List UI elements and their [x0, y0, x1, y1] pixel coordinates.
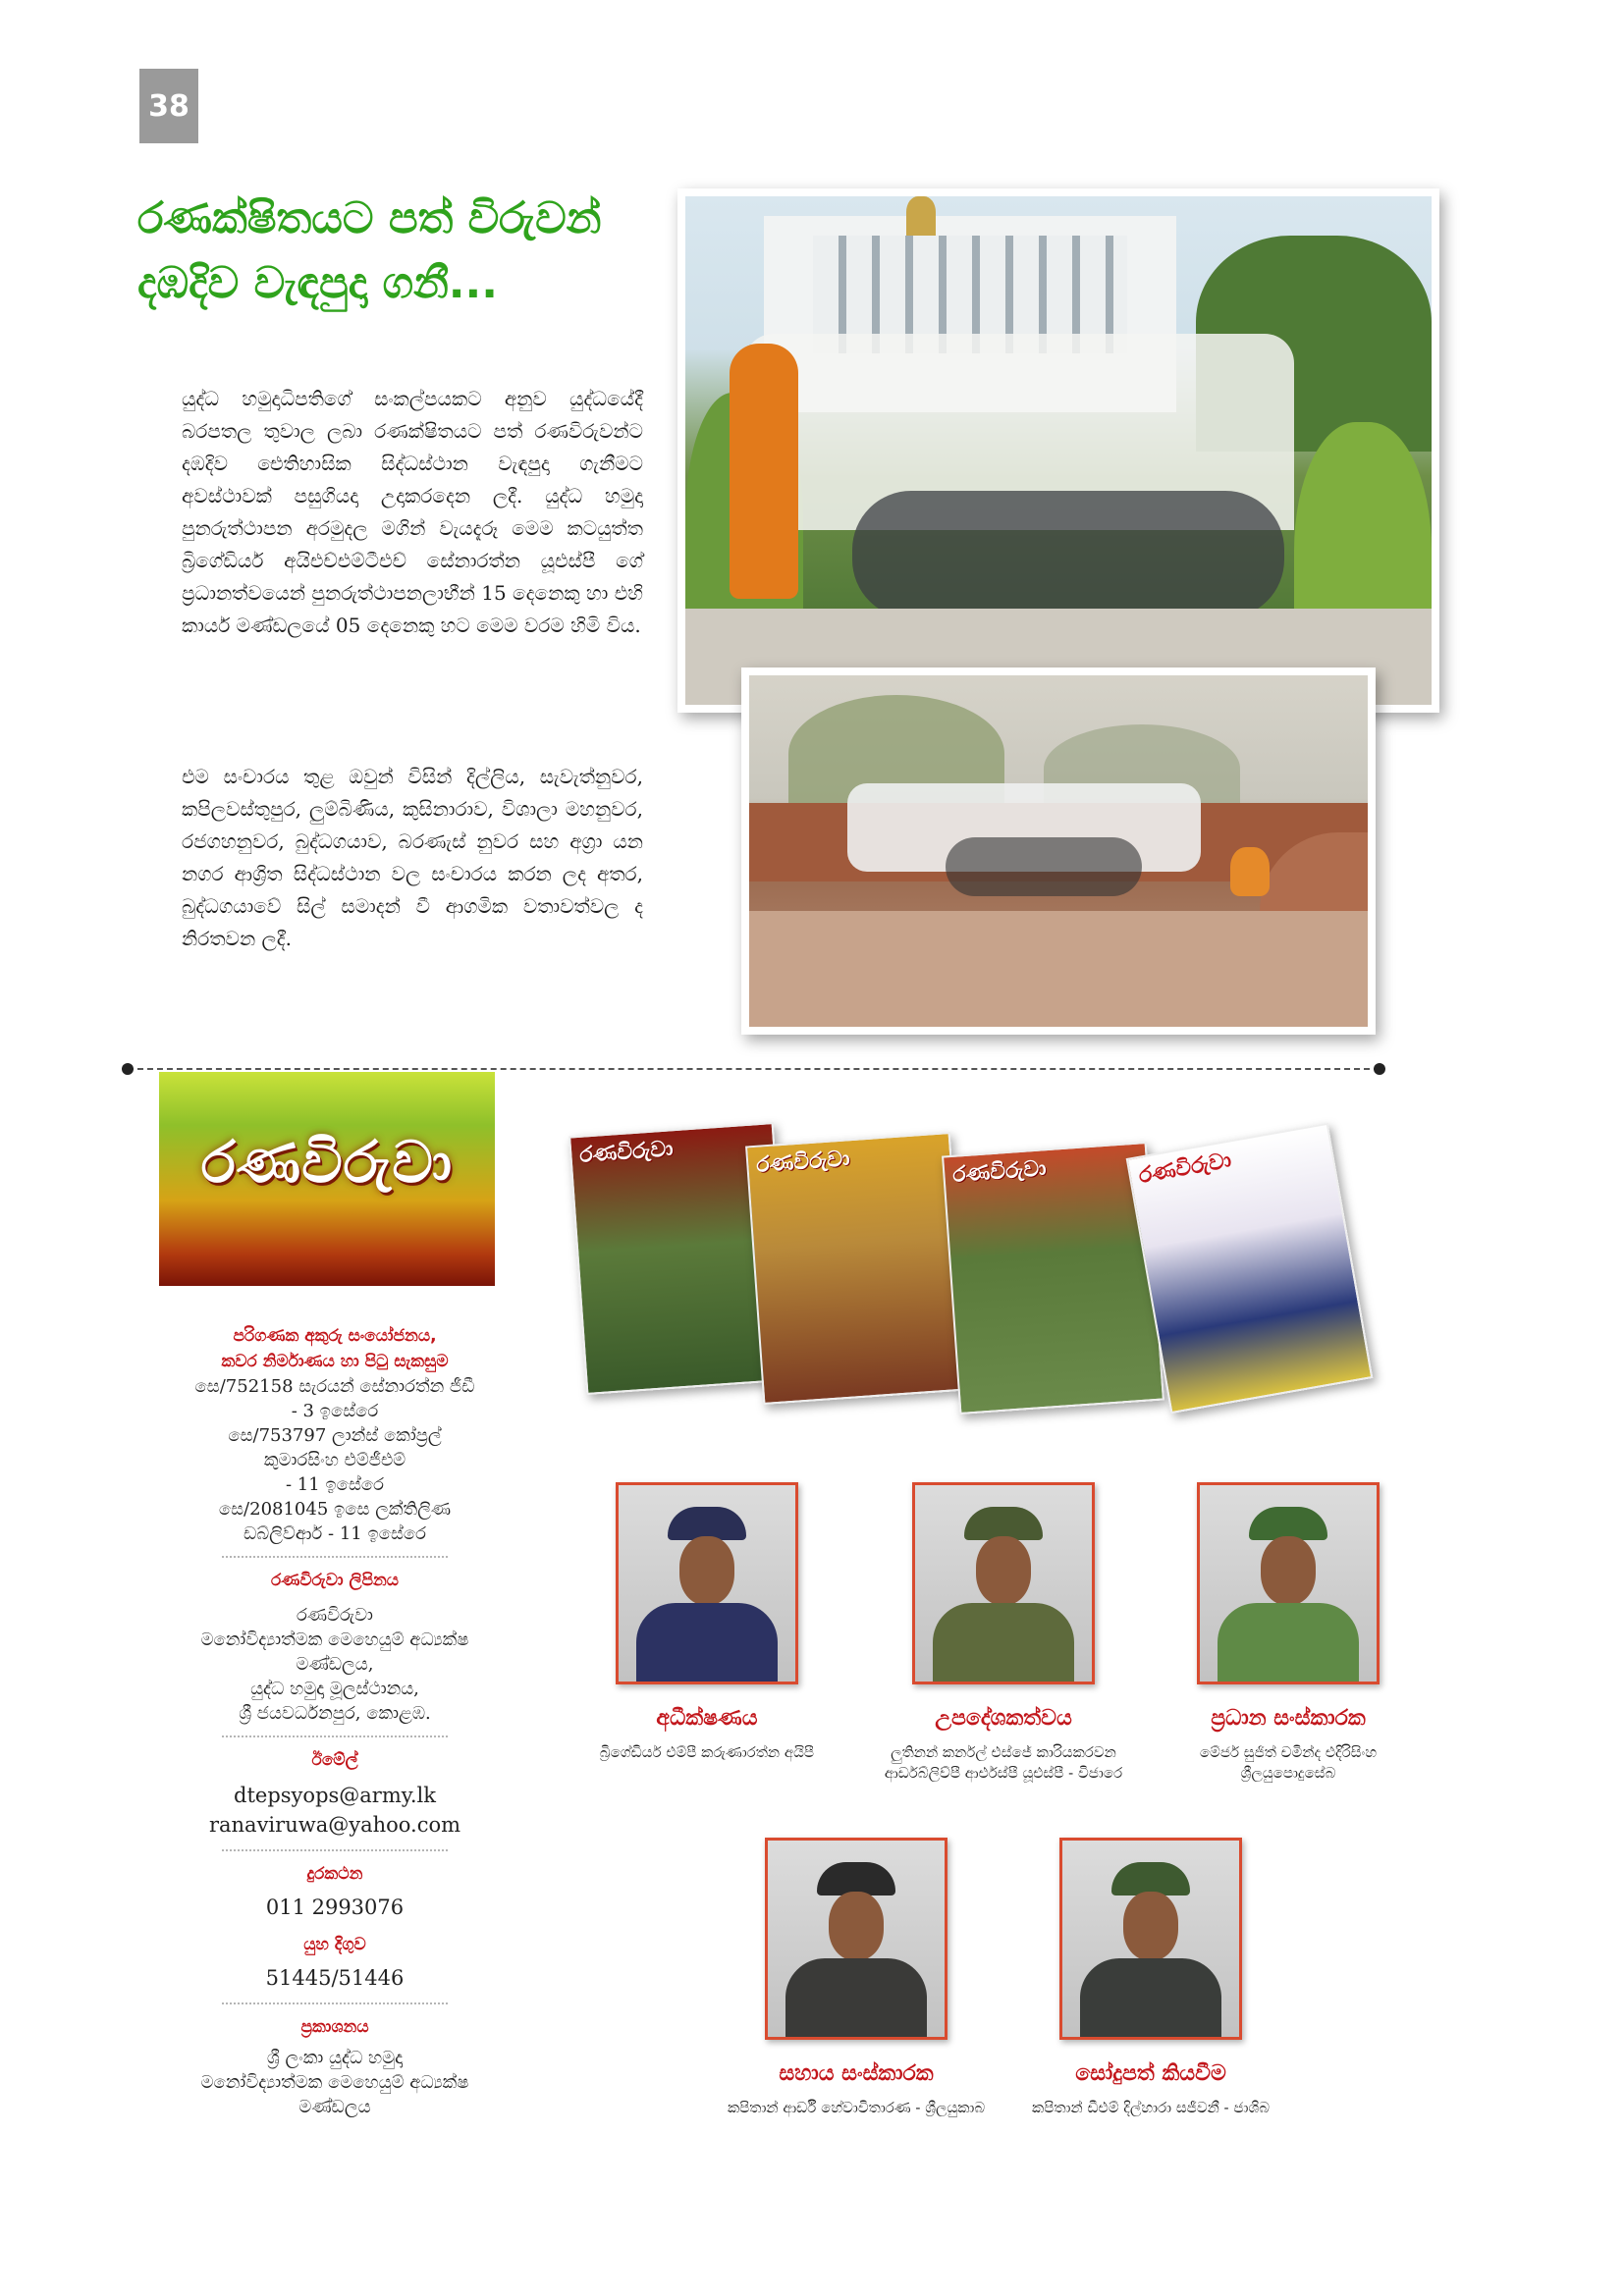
staff-name-line-2: ආර්ඩබ්ලිව්පී ආර්එස්පී යූඑස්පී - විජාරෙ: [884, 1764, 1123, 1782]
magazine-cover-title: රණවිරුවා: [755, 1147, 851, 1178]
layout-line: සෙ/752158 සැරයන් සේනාරත්න ජීඩී: [194, 1376, 475, 1397]
magazine-cover: [745, 1132, 968, 1405]
dotted-separator: [222, 1735, 448, 1737]
article-paragraph-1: යුද්ධ හමුදාධිපතිගේ සංකල්පයකට අනුව යුද්ධයේදී බරපතල තුවාල ලබා රණක්ෂිතයට පත් රණවිරුවන්ට දඹදිව ඓතිහාසික සිද්ධස්ථාන වැඳපුදා ගැනීමට අවස්ථාවක් පසුගියදා උදාකරදෙන ලදී. යුද්ධ හමුදා පුනරුත්ථාපන අරමුදල මගින් වැයදැරූ මෙම කටයුත්ත බ්‍රිගේඩියර් අයිඑච්එම්ටීඑච් සේනාරත්න යූඑස්පී ගේ ප්‍රධානත්වයෙන් පුනරුත්ථාපනලාභීන් 15 දෙනෙකු හා එහි කාර්ය මණ්ඩලයේ 05 දෙනෙකු හට මෙම වරම හිමි විය.: [182, 387, 643, 637]
group-photo-temple: [677, 188, 1439, 713]
magazine-cover-title: රණවිරුවා: [1136, 1148, 1234, 1189]
publisher-line: මණ්ඩලය: [298, 2097, 371, 2117]
office-line: මනෝවිද්‍යාත්මක මෙහෙයුම් අධ්‍යක්ෂ: [200, 1629, 469, 1650]
email-address[interactable]: ranaviruwa@yahoo.com: [208, 1813, 461, 1837]
publisher-line: ශ්‍රී ලංකා යුද්ධ හමුදා: [266, 2048, 404, 2068]
staff-name-line-2: ශ්‍රීලයුපොදුසේබ: [1240, 1764, 1336, 1782]
layout-line: සෙ/753797 ලාන්ස් කෝප්‍රල්: [228, 1425, 442, 1446]
staff-role: අධීක්ෂණය: [656, 1706, 758, 1731]
office-line: යුද්ධ හමුදා මූලස්ථානය,: [250, 1679, 419, 1699]
staff-role: සහාය සංස්කාරක: [779, 2061, 934, 2086]
dotted-separator: [222, 1556, 448, 1558]
publisher-heading: ප්‍රකාශනය: [300, 2017, 369, 2037]
office-line: රණවිරුවා: [297, 1605, 373, 1626]
staff-name: ලුතිනන් කර්නල් එස්ජේ කාරියකරවන: [891, 1743, 1116, 1761]
ranaviruwa-logo: [159, 1072, 495, 1286]
layout-heading-2: කවර නිර්මාණය හා පිටු සැකසුම: [221, 1352, 449, 1371]
office-heading: රණවිරුවා ලිපිනය: [270, 1571, 400, 1590]
credits-column: [147, 1323, 522, 2119]
phone-number: 011 2993076: [265, 1896, 405, 1919]
layout-heading-1: පරිගණක අකුරු සංයෝජනය,: [233, 1326, 437, 1346]
magazine-cover-title: රණවිරුවා: [578, 1137, 675, 1168]
layout-line: කුමාරසිංහ එම්ජීඑම්: [263, 1450, 406, 1470]
phone-heading: දුරකථන: [306, 1864, 363, 1884]
staff-card-chief-editor: [1141, 1482, 1435, 1784]
extension-heading: යුහ දිගුව: [303, 1935, 366, 1954]
email-heading: ඊමේල්: [311, 1750, 358, 1770]
staff-name: කපිතාන් ඩීඑම් දිල්හාරා සජීවනී - ජාශිබ: [1032, 2099, 1270, 2116]
portrait-photo: [1059, 1838, 1242, 2040]
portrait-photo: [1197, 1482, 1380, 1684]
staff-card-advisory: [856, 1482, 1151, 1784]
staff-name: කපිතාන් ආර්ඩී හේවාවිතාරණ - ශ්‍රීලයුකාබ: [727, 2099, 986, 2116]
staff-card-assistant-editor: [709, 1838, 1003, 2118]
title-line-2: දඹදිව වැඳපුදා ගනී...: [137, 258, 498, 308]
layout-line: සෙ/2081045 ඉසෙ ලක්තිලිණ: [218, 1499, 452, 1520]
magazine-cover-title: රණවිරුවා: [951, 1156, 1048, 1188]
portrait-photo: [912, 1482, 1095, 1684]
portrait-photo: [765, 1838, 947, 2040]
staff-role: උපදේශකත්වය: [935, 1706, 1072, 1731]
section-divider: [128, 1068, 1380, 1070]
layout-line: ඩබ්ලිව්ආර් - 11 ඉසේරෙ: [243, 1523, 427, 1544]
staff-name: මේජර් සුජිත් චමින්ද එදිරිසිංහ: [1199, 1743, 1378, 1761]
staff-card-supervision: [560, 1482, 854, 1763]
article-paragraph-2: එම සංචාරය තුළ ඔවුන් විසින් දිල්ලිය, සැවැත්නුවර, කපිලවස්තුපුර, ලුම්බිණිය, කුසිනාරාව, විශාලා මහනුවර, රජගහනුවර, බුද්ධගයාව, බරණැස් නුවර සහ අග්‍රා යන නගර ආශ්‍රිත සිද්ධස්ථාන වල සංචාරය කරන ලද අතර, බුද්ධගයාවේ සිල් සමාදන් වී ආගමික වතාවත්වල ද නිරතවන ලදී.: [182, 765, 643, 950]
office-line: ශ්‍රී ජයවර්ධනපුර, කොළඹ.: [239, 1703, 431, 1724]
staff-role: ප්‍රධාන සංස්කාරක: [1211, 1706, 1366, 1731]
article-title: [137, 187, 668, 316]
dotted-separator: [222, 2002, 448, 2004]
office-line: මණ්ඩලය,: [296, 1654, 374, 1675]
magazine-cover: [1126, 1123, 1374, 1414]
group-photo-ruins: [741, 667, 1376, 1035]
extension-number: 51445/51446: [265, 1966, 405, 1990]
logo-text: රණවිරුවා: [200, 1129, 454, 1196]
staff-role: සෝදුපත් කියවීම: [1075, 2061, 1226, 2086]
email-address[interactable]: dtepsyops@army.lk: [234, 1784, 436, 1807]
layout-line: - 3 ඉසේරෙ: [291, 1401, 379, 1421]
title-line-1: රණක්ෂිතයට පත් විරුවන්: [137, 193, 602, 243]
page-number: 38: [139, 69, 198, 143]
staff-card-proofreading: [1003, 1838, 1298, 2118]
portrait-photo: [616, 1482, 798, 1684]
magazine-covers: [577, 1129, 1373, 1404]
dotted-separator: [222, 1849, 448, 1851]
layout-line: - 11 ඉසේරෙ: [285, 1474, 385, 1495]
publisher-line: මනෝවිද්‍යාත්මක මෙහෙයුම් අධ්‍යක්ෂ: [200, 2072, 469, 2093]
staff-name: බ්‍රිගේඩියර් එම්පී කරුණාරත්න අයිපී: [599, 1743, 815, 1761]
